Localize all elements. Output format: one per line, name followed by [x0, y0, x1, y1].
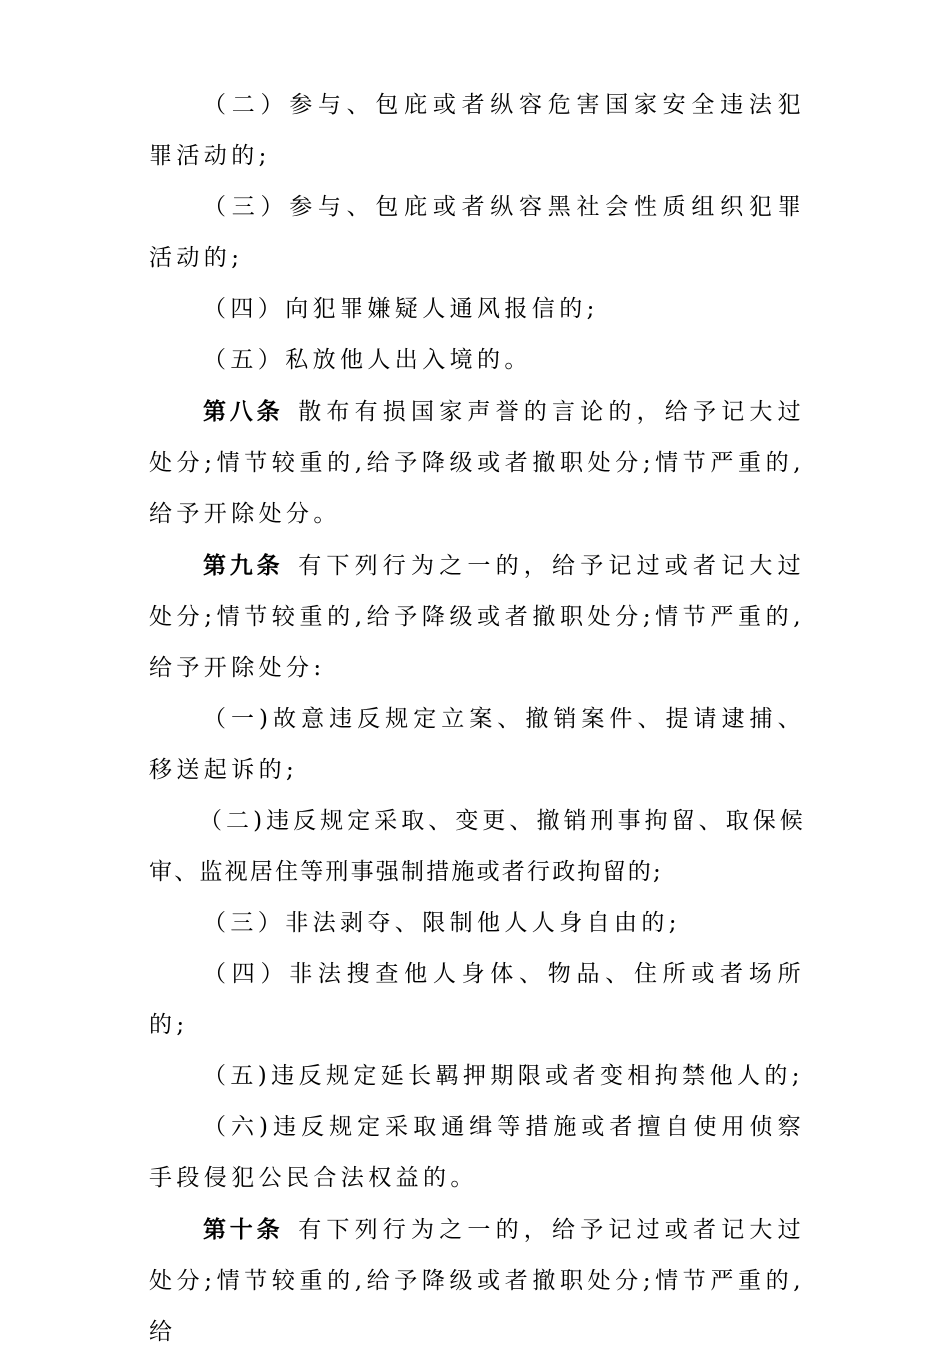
clause-5-paragraph: [149, 335, 805, 386]
article-text: 散布有损国家声誉的言论的，给予记大过处分;情节较重的,给予降级或者撤职处分;情节严重的,给予开除处分。: [149, 399, 806, 527]
article-9-paragraph: [149, 540, 805, 694]
clause-6-paragraph: [149, 1102, 805, 1204]
clause-text: （五）私放他人出入境的。: [203, 347, 532, 373]
clause-text: （三）参与、包庇或者纵容黑社会性质组织犯罪活动的;: [149, 194, 805, 271]
article-number: 第八条: [203, 398, 284, 425]
clause-4-paragraph: [149, 949, 805, 1051]
clause-text: （五)违反规定延长羁押期限或者变相拘禁他人的;: [203, 1063, 804, 1089]
article-text: 有下列行为之一的，给予记过或者记大过处分;情节较重的,给予降级或者撤职处分;情节严重的,给: [149, 1217, 806, 1345]
article-number: 第十条: [203, 1216, 284, 1243]
clause-1-paragraph: [149, 694, 805, 796]
clause-2-paragraph: [149, 80, 805, 182]
article-text: 有下列行为之一的，给予记过或者记大过处分;情节较重的,给予降级或者撤职处分;情节严重的,给予开除处分:: [149, 553, 806, 681]
clause-5-paragraph: [149, 1051, 805, 1102]
document-body: [149, 80, 805, 1358]
clause-text: （二）参与、包庇或者纵容危害国家安全违法犯罪活动的;: [149, 92, 805, 169]
clause-text: （一)故意违反规定立案、撤销案件、提请逮捕、移送起诉的;: [149, 706, 805, 783]
clause-4-paragraph: [149, 284, 805, 335]
clause-3-paragraph: [149, 182, 805, 284]
clause-3-paragraph: [149, 898, 805, 949]
clause-text: （三）非法剥夺、限制他人人身自由的;: [203, 910, 681, 936]
article-10-paragraph: [149, 1204, 805, 1358]
article-number: 第九条: [203, 552, 284, 579]
clause-text: （四）向犯罪嫌疑人通风报信的;: [203, 296, 599, 322]
clause-text: （四）非法搜查他人身体、物品、住所或者场所的;: [149, 961, 805, 1038]
clause-2-paragraph: [149, 796, 805, 898]
clause-text: （二)违反规定采取、变更、撤销刑事拘留、取保候审、监视居住等刑事强制措施或者行政拘留的;: [149, 808, 805, 885]
article-8-paragraph: [149, 386, 805, 540]
clause-text: （六)违反规定采取通缉等措施或者擅自使用侦察手段侵犯公民合法权益的。: [149, 1114, 805, 1191]
